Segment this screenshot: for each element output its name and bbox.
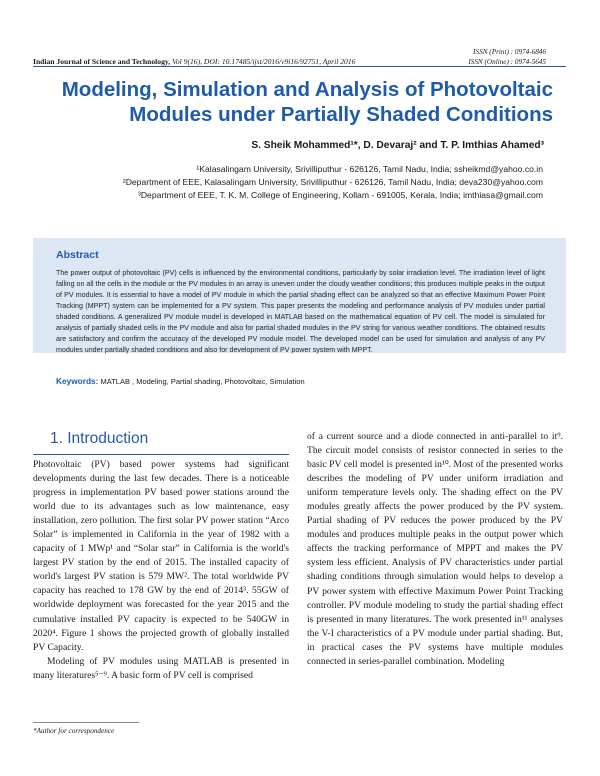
- author-list: S. Sheik Mohammed¹*, D. Devaraj² and T. P. Imthias Ahamed³: [251, 140, 544, 151]
- journal-name: Indian Journal of Science and Technology,: [33, 57, 171, 66]
- intro-paragraph-3: of a current source and a diode connected in anti-parallel to it⁹. The circuit model consists of resistor connected in series to the basic PV cell model is presented in¹⁰. Most of the presented works describes the modeling of PV under uniform irradiation and uniform temperature levels only. The shading effect on the PV modules greatly affects the power produced by the PV system. Partial shading of PV reduces the power produced by the PV modules and produces multiple peaks in the output power which affects the tracking performance of MPPT and makes the PV system less efficient. Analysis of PV characteristics under partial shading conditions through simulation would helps to develop a PV power system with effective Maximum Power Point Tracking controller. PV module modeling to study the partial shading effect is presented in many literatures. The work presented in¹¹ analyses the V-I characteristics of a PV module under partial shading. But, in practical cases the PV systems have multiple modules connected in series-parallel combination. Modeling: [307, 431, 563, 667]
- body-column-right: [307, 430, 563, 669]
- affiliation-3: ³Department of EEE, T. K. M. College of Engineering, Kollam - 691005, Kerala, India; imthiasa@gmail.com: [137, 190, 543, 200]
- keywords-text: MATLAB , Modeling, Partial shading, Photovoltaic, Simulation: [100, 377, 305, 386]
- paper-title: Modeling, Simulation and Analysis of Photovoltaic Modules under Partially Shaded Conditions: [61, 78, 553, 126]
- keywords-line: [56, 376, 305, 386]
- affiliation-1: ¹Kalasalingam University, Srivilliputhur - 626126, Tamil Nadu, India; ssheikmd@yahoo.co.in: [196, 164, 543, 174]
- citation-details: Vol 9(16), DOI: 10.17485/ijst/2016/v9i16/92751, April 2016: [172, 57, 356, 66]
- abstract-heading: Abstract: [56, 249, 99, 261]
- correspondence-footnote: *Author for correspondence: [33, 727, 115, 735]
- body-column-left: [33, 458, 289, 683]
- keywords-label: Keywords:: [56, 376, 99, 386]
- header-divider: [33, 66, 566, 67]
- journal-citation: [33, 57, 355, 66]
- issn-print: ISSN (Print) : 0974-6846: [473, 48, 546, 56]
- intro-paragraph-1: Photovoltaic (PV) based power systems had significant developments during the last few decades. There is a noticeable progress in implementation PV based power stations around the world due to its advantages such as low maintenance, easy installation, zero pollution. The first solar PV power station “Arco Solar” is implemented in California in the year of 1982 with a capacity of 1 MWp¹ and “Solar star” in California is the world's largest PV station by the end of 2015. The installed capacity of world's largest PV station is 579 MW². The total worldwide PV capacity has reached to 178 GW by the end of 2014³. 55GW of worldwide deployment was forecasted for the year 2015 and the cumulative installed PV capacity is expected to be 540GW in 2020⁴. Figure 1 shows the projected growth of globally installed PV Capacity.: [33, 459, 289, 653]
- abstract-text: The power output of photovoltaic (PV) cells is influenced by the environmental conditions, particularly by solar irradiation level. The irradiation level of light falling on all the cells in the module or the PV modules in an array is uneven under the cloudy weather conditions; this produces multiple peaks in the output of PV modules. It is essential to have a model of PV module in which the partial shading effect can be analyzed so that an effective Maximum Power Point Tracking (MPPT) system can be implemented for a PV system. This paper presents the modeling and performance analysis of PV modules under partial shaded conditions. A generalized PV module model is developed in MATLAB based on the mathematical equation of PV cell. The model is simulated for analysis of partially shaded cells in the PV module and also for partial shaded modules in the PV string for various weather conditions. The obtained results are satisfactory and confirm the accuracy of the developed PV module model. The developed model can be used for simulation and analysis of any PV modules under partially shaded conditions and also for development of PV power system with MPPT.: [56, 269, 545, 355]
- issn-online: ISSN (Online) : 0974-5645: [468, 58, 546, 66]
- affiliation-2: ²Department of EEE, Kalasalingam University, Srivilliputhur - 626126, Tamil Nadu, India; deva230@yahoo.com: [122, 177, 543, 187]
- footnote-divider: [33, 722, 139, 723]
- section-heading: 1. Introduction: [50, 430, 149, 447]
- section-divider: [33, 454, 289, 455]
- issn-block: [468, 47, 546, 67]
- intro-paragraph-2: Modeling of PV modules using MATLAB is presented in many literatures⁵⁻⁹. A basic form of PV cell is comprised: [33, 655, 289, 681]
